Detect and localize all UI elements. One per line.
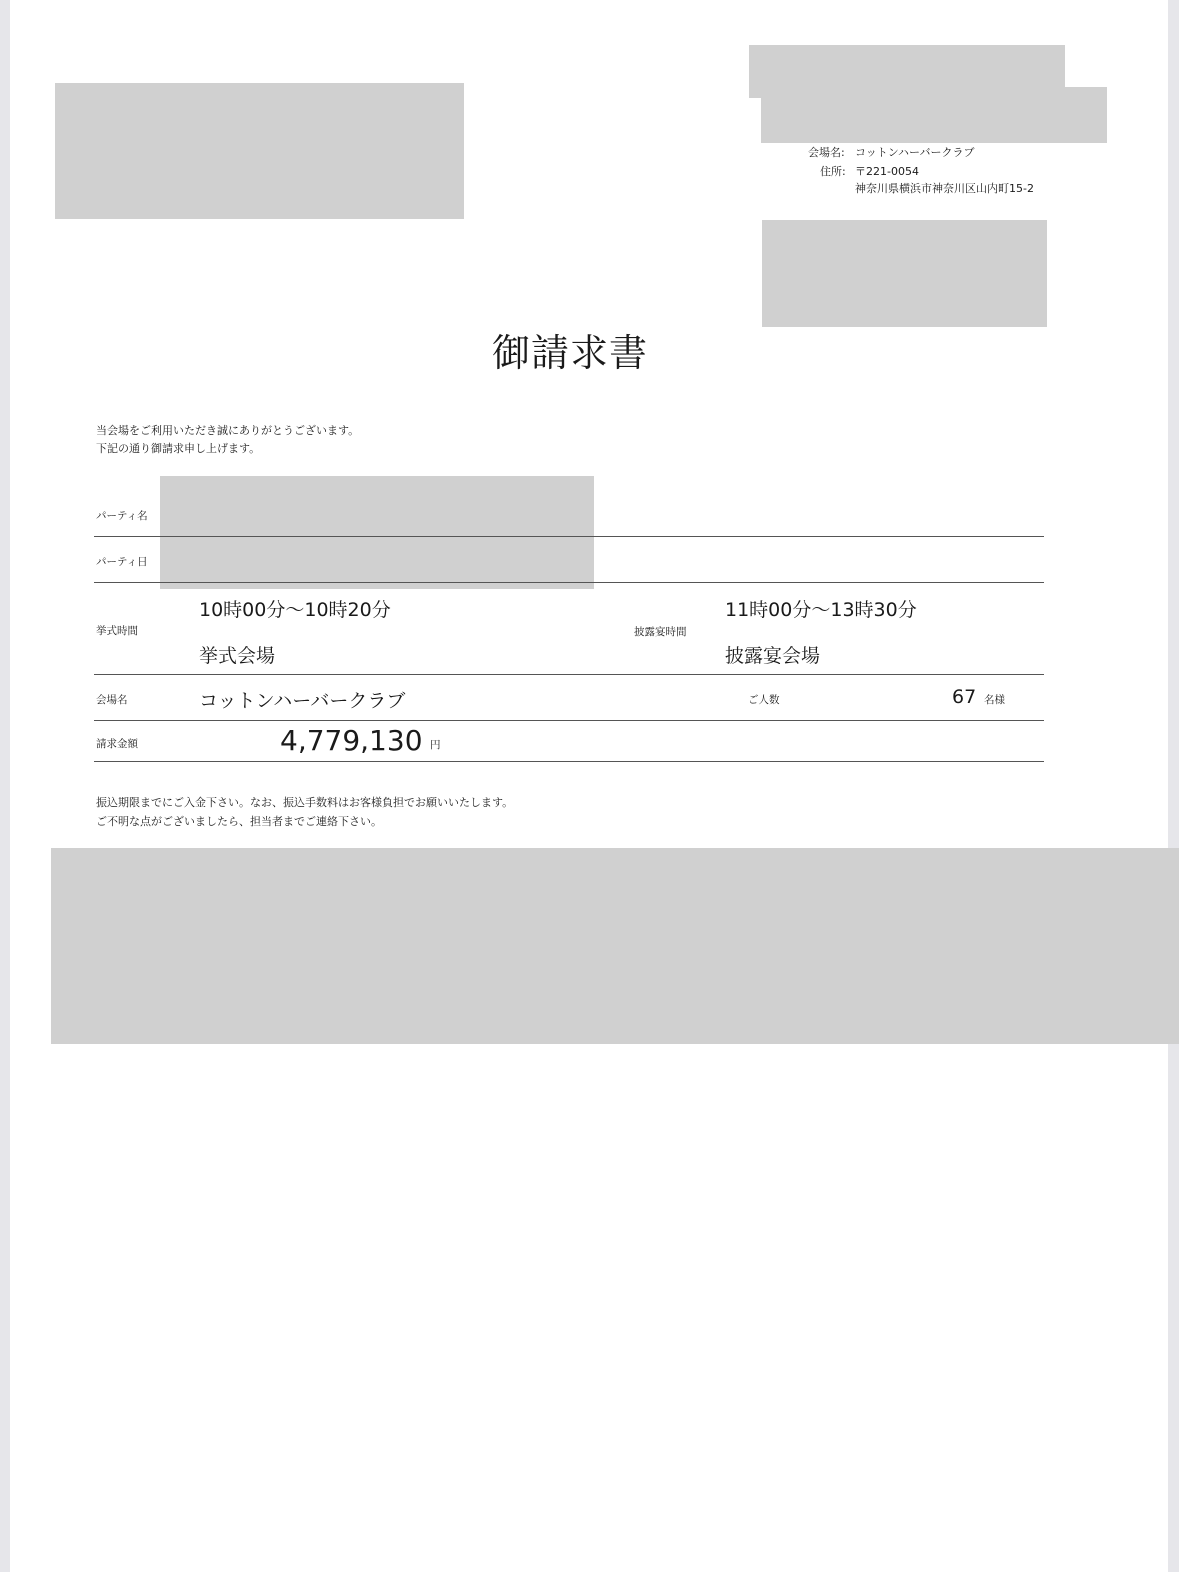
table-rule-2: [94, 582, 1044, 583]
reception-place: 披露宴会場: [725, 645, 821, 667]
table-rule-3: [94, 674, 1044, 675]
document-title: 御請求書: [492, 331, 649, 375]
address: 神奈川県横浜市神奈川区山内町15-2: [855, 182, 1034, 195]
redacted-party-info: [160, 476, 594, 589]
redacted-recipient-block: [55, 83, 464, 219]
guests-label: ご人数: [748, 694, 780, 706]
amount-label: 請求金額: [96, 738, 138, 750]
guests-value: 67: [952, 686, 977, 708]
table-rule-5: [94, 761, 1044, 762]
postal-code: 〒221-0054: [855, 165, 919, 178]
address-label: 住所:: [820, 165, 846, 178]
ceremony-time: 10時00分〜10時20分: [199, 599, 391, 621]
party-date-label: パーティ日: [96, 556, 148, 568]
amount-unit: 円: [430, 739, 441, 751]
party-name-label: パーティ名: [96, 510, 148, 522]
payment-note-2: ご不明な点がございましたら、担当者までご連絡下さい。: [96, 815, 382, 828]
ceremony-place: 挙式会場: [199, 645, 276, 667]
venue-value: コットンハーバークラブ: [199, 690, 406, 712]
greeting-line-2: 下記の通り御請求申し上げます。: [96, 442, 261, 455]
payment-note-1: 振込期限までにご入金下さい。なお、振込手数料はお客様負担でお願いいたします。: [96, 796, 514, 809]
venue-header-label: 会場名:: [808, 146, 845, 159]
table-rule-1: [94, 536, 1044, 537]
reception-time: 11時00分〜13時30分: [725, 599, 917, 621]
amount-value: 4,779,130: [280, 724, 423, 757]
venue-header-value: コットンハーバークラブ: [855, 146, 975, 159]
venue-label: 会場名: [96, 694, 128, 706]
greeting-line-1: 当会場をご利用いただき誠にありがとうございます。: [96, 424, 360, 437]
ceremony-time-label: 挙式時間: [96, 625, 138, 637]
redacted-stamp-block: [762, 220, 1047, 327]
guests-unit: 名様: [984, 694, 1005, 706]
table-rule-4: [94, 720, 1044, 721]
redacted-bank-info: [51, 848, 1179, 1044]
reception-time-label: 披露宴時間: [634, 626, 687, 638]
redacted-issuer-block-2: [761, 87, 1107, 143]
